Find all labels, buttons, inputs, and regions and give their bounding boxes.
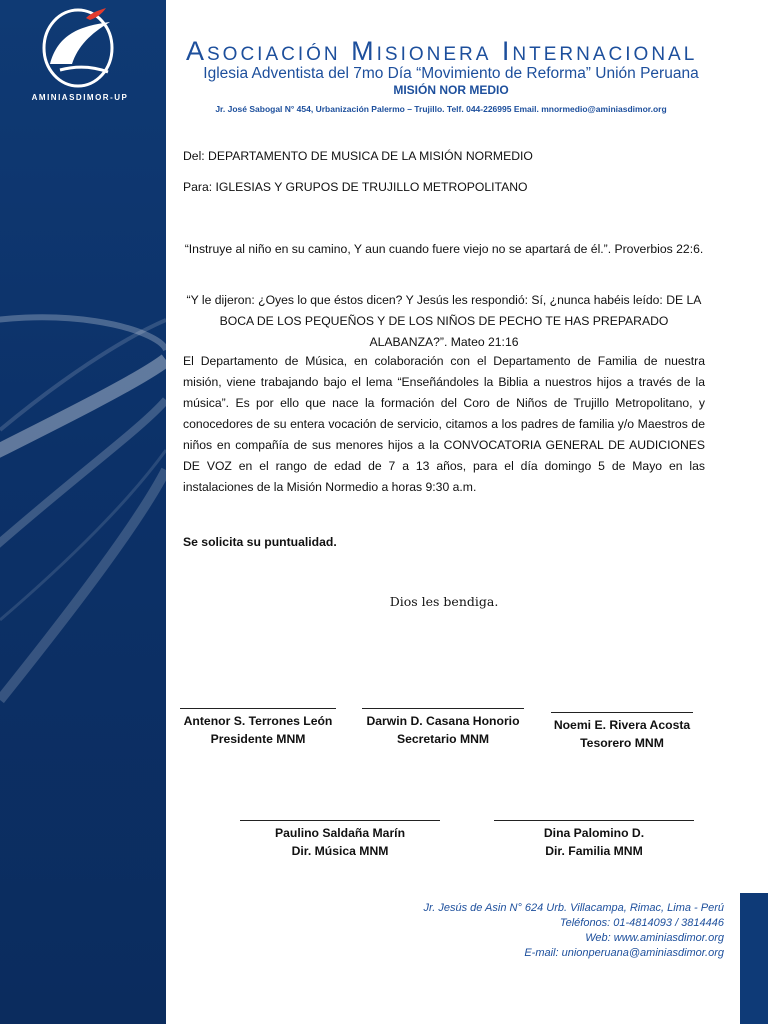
footer-web: Web: www.aminiasdimor.org bbox=[585, 932, 724, 944]
signature-line bbox=[240, 820, 440, 821]
punctuality-note: Se solicita su puntualidad. bbox=[183, 535, 337, 549]
signature-family-director bbox=[494, 820, 694, 860]
signature-role: Dir. Música MNM bbox=[291, 844, 389, 858]
header-address: Jr. José Sabogal N° 454, Urbanización Palermo – Trujillo. Telf. 044-226995 Email. mnormedio@aminiasdimor.org bbox=[215, 104, 667, 114]
signature-line bbox=[551, 712, 693, 713]
signature-secretary bbox=[362, 708, 524, 748]
quote-mateo: “Y le dijeron: ¿Oyes lo que éstos dicen? Y Jesús les respondió: Sí, ¿nunca habéis leído: DE LA BOCA DE LOS PEQUEÑOS Y DE LOS NIÑOS DE PECHO TE HAS PREPARADO ALABANZA?”. Mateo 21:16 bbox=[186, 293, 702, 349]
signature-name: Antenor S. Terrones León bbox=[183, 714, 333, 728]
signature-president bbox=[180, 708, 336, 748]
header-subtitle: Iglesia Adventista del 7mo Día “Movimiento de Reforma” Unión Peruana bbox=[203, 65, 699, 82]
signature-music-director bbox=[240, 820, 440, 860]
logo-caption: AMINIASDIMOR-UP bbox=[31, 93, 129, 102]
signature-role: Dir. Familia MNM bbox=[545, 844, 643, 858]
header-mission: MISIÓN NOR MEDIO bbox=[393, 83, 509, 97]
page-title: Asociación Misionera Internacional bbox=[186, 36, 698, 66]
footer-address: Jr. Jesús de Asin N° 624 Urb. Villacampa, Rimac, Lima - Perú bbox=[423, 902, 724, 914]
quote-proverbios: “Instruye al niño en su camino, Y aun cuando fuere viejo no se apartará de él.”. Proverbios 22:6. bbox=[184, 242, 704, 256]
letter-body: El Departamento de Música, en colaboración con el Departamento de Familia de nuestra misión, viene trabajando bajo el lema “Enseñándoles la Biblia a nuestros hijos a través de la música”. Es por ello que nace la formación del Coro de Niños de Trujillo Metropolitano, y conocedores de su entera vocación de servicio, citamos a los padres de familia y/o Maestros de niños en compañía de sus menores hijos a la CONVOCATORIA GENERAL DE AUDICIONES DE VOZ en el rango de edad de 7 a 13 años, para el día domingo 5 de Mayo en las instalaciones de la Misión Normedio a horas 9:30 a.m. bbox=[183, 354, 705, 494]
footer-phones: Teléfonos: 01-4814093 / 3814446 bbox=[559, 917, 724, 929]
signature-line bbox=[494, 820, 694, 821]
signature-name: Dina Palomino D. bbox=[543, 826, 645, 840]
signature-role: Secretario MNM bbox=[396, 732, 490, 746]
letter-to: Para: IGLESIAS Y GRUPOS DE TRUJILLO METROPOLITANO bbox=[183, 180, 528, 194]
closing-blessing: Dios les bendiga. bbox=[389, 594, 499, 609]
signature-name: Noemi E. Rivera Acosta bbox=[553, 718, 691, 732]
signature-line bbox=[180, 708, 336, 709]
signature-name: Paulino Saldaña Marín bbox=[274, 826, 406, 840]
signature-role: Presidente MNM bbox=[210, 732, 306, 746]
sidebar-band bbox=[0, 0, 166, 1024]
footer-email: E-mail: unionperuana@aminiasdimor.org bbox=[524, 947, 724, 959]
signature-name: Darwin D. Casana Honorio bbox=[366, 714, 520, 728]
signature-role: Tesorero MNM bbox=[580, 736, 664, 750]
footer-contact bbox=[424, 901, 725, 961]
organization-logo-icon bbox=[20, 4, 136, 90]
letter-from: Del: DEPARTAMENTO DE MUSICA DE LA MISIÓN NORMEDIO bbox=[183, 149, 533, 163]
footer-accent-bar bbox=[740, 893, 768, 1024]
signature-line bbox=[362, 708, 524, 709]
swirl-decoration bbox=[0, 0, 166, 1024]
signature-treasurer bbox=[551, 712, 693, 752]
